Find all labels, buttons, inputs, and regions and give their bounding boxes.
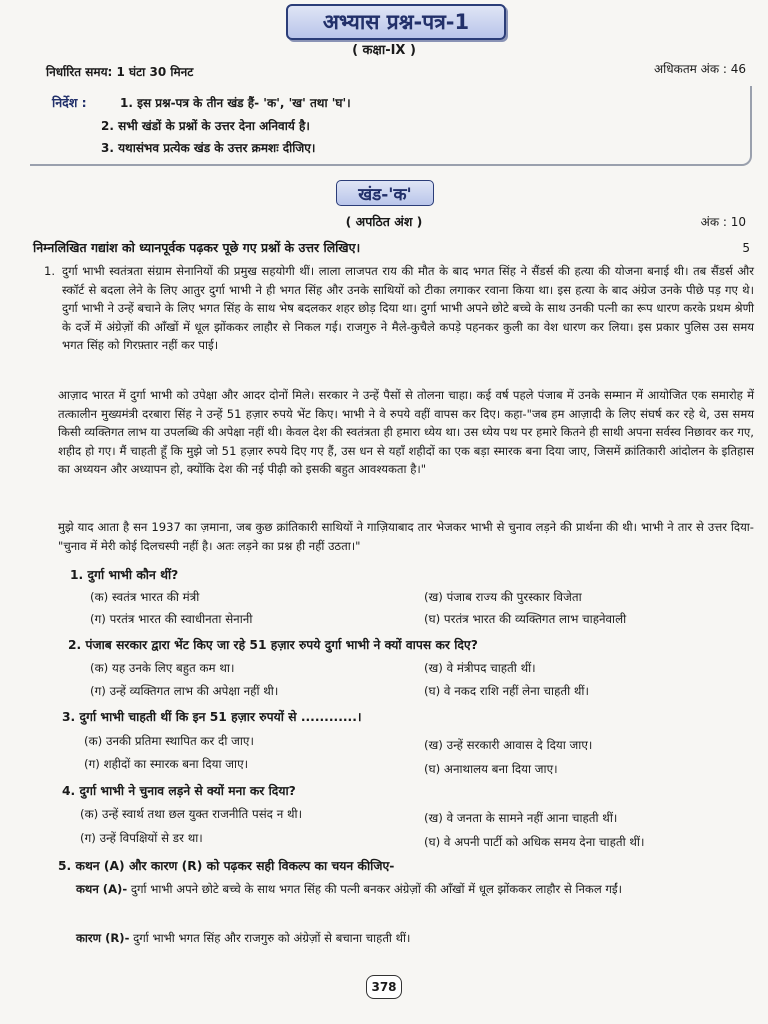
option-gha[interactable]: (घ) वे नकद राशि नहीं लेना चाहती थीं। [424,684,589,698]
option-kha[interactable]: (ख) वे मंत्रीपद चाहती थीं। [424,661,536,675]
page-title: अभ्यास प्रश्न-पत्र-1 [286,4,506,40]
section-marks: अंक : 10 [700,215,746,229]
option-ga[interactable]: (ग) उन्हें विपक्षियों से डर था। [80,831,203,845]
option-gha[interactable]: (घ) अनाथालय बना दिया जाए। [424,762,558,776]
option-ka[interactable]: (क) उनकी प्रतिमा स्थापित कर दी जाए। [84,734,254,748]
option-ga[interactable]: (ग) परतंत्र भारत की स्वाधीनता सेनानी [90,612,253,626]
option-ga[interactable]: (ग) शहीदों का स्मारक बना दिया जाए। [84,757,249,771]
assertion-a [76,880,756,899]
question-3: 3. दुर्गा भाभी चाहती थीं कि इन 51 हज़ार रुपयों से ............। [62,710,362,724]
assertion-a-text: दुर्गा भाभी अपने छोटे बच्चे के साथ भगत सिंह की पत्नी बनकर अंग्रेज़ों की आँखों में धूल झोंककर लाहौर से निकल गईं। [130,882,622,896]
reason-r-label: कारण (R)- [76,931,130,945]
question-4: 4. दुर्गा भाभी ने चुनाव लड़ने से क्यों मना कर दिया? [62,784,296,798]
section-title: खंड-'क' [336,180,434,206]
question-5: 5. कथन (A) और कारण (R) को पढ़कर सही विकल्प का चयन कीजिए- [58,859,395,873]
option-ka[interactable]: (क) यह उनके लिए बहुत कम था। [90,661,235,675]
instruction-item: 1. इस प्रश्न-पत्र के तीन खंड हैं- 'क', 'ख' तथा 'घ'। [120,96,351,110]
option-ka[interactable]: (क) स्वतंत्र भारत की मंत्री [90,590,200,604]
option-ka[interactable]: (क) उन्हें स्वार्थ तथा छल युक्त राजनीति पसंद न थी। [80,807,303,821]
passage-paragraph-1: दुर्गा भाभी स्वतंत्रता संग्राम सेनानियों की प्रमुख सहयोगी थीं। लाला लाजपत राय की मौत के बाद भगत सिंह ने सैंडर्स की हत्या की योजना बनाई थी। तब सैंडर्स और स्कॉर्ट से बदला लेने के लिए आतुर दुर्गा भाभी ने ही भगत सिंह और उनके साथियों को टीका लगाकर रवाना किया था। इस हत्या के बाद अंग्रेज उनके पीछे पड़ गए थे। दुर्गा भाभी ने उन्हें बचाने के लिए भगत सिंह के साथ भेष बदलकर शहर छोड़ दिया था। दुर्गा भाभी अपने छोटे बच्चे के साथ उनकी पत्नी का रूप धारण करके प्रथम श्रेणी के दर्जे में अंग्रेज़ों की आँखों में धूल झोंककर लाहौर से निकल गई। राजगुरु ने मैले-कुचैले कपड़े पहनकर कुली का वेश धारण कर लिया। इस प्रकार पुलिस उस समय भगत सिंह को गिरफ़्तार नहीं कर पाई। [62,264,754,353]
option-ga[interactable]: (ग) उन्हें व्यक्तिगत लाभ की अपेक्षा नहीं थी। [90,684,279,698]
passage-paragraph-2: आज़ाद भारत में दुर्गा भाभी को उपेक्षा और आदर दोनों मिले। सरकार ने उन्हें पैसों से तोलना चाहा। कई वर्ष पहले पंजाब में उनके सम्मान में आयोजित एक समारोह में तत्कालीन मुख्यमंत्री दरबारा सिंह ने उन्हें 51 हज़ार रुपये भेंट किए। भाभी ने वे रुपये वहीं वापस कर दिए। कहा-"जब हम आज़ादी के लिए संघर्ष कर रहे थे, उस समय किसी व्यक्तिगत लाभ या उपलब्धि की अपेक्षा नहीं थी। केवल देश की स्वतंत्रता ही हमारा ध्येय था। उस ध्येय पथ पर हमारे कितने ही साथी अपना सर्वस्व निछावर कर गए, शहीद हो गए। मैं चाहती हूँ कि मुझे जो 51 हज़ार रुपये दिए गए हैं, उस धन से यहाँ शहीदों का एक बड़ा स्मारक बना दिया जाए, जिसमें क्रांतिकारी आंदोलन के इतिहास का अध्ययन और अध्यापन हो, क्योंकि देश की नई पीढ़ी को इसकी बहुत आवश्यकता है।" [58,388,754,477]
question-2: 2. पंजाब सरकार द्वारा भेंट किए जा रहे 51 हज़ार रुपये दुर्गा भाभी ने क्यों वापस कर दिए? [68,638,478,652]
option-gha[interactable]: (घ) वे अपनी पार्टी को अधिक समय देना चाहती थीं। [424,835,645,849]
section-subtitle: ( अपठित अंश ) [345,214,423,229]
passage-number: 1. [44,264,56,278]
instructions-box [30,86,752,166]
directive-marks: 5 [742,241,750,255]
option-kha[interactable]: (ख) उन्हें सरकारी आवास दे दिया जाए। [424,738,593,752]
option-kha[interactable]: (ख) पंजाब राज्य की पुरस्कार विजेता [424,590,582,604]
time-allowed: निर्धारित समय: 1 घंटा 30 मिनट [46,65,194,79]
instruction-item: 2. सभी खंडों के प्रश्नों के उत्तर देना अनिवार्य है। [101,119,310,133]
question-1: 1. दुर्गा भाभी कौन थीं? [70,568,179,582]
option-gha[interactable]: (घ) परतंत्र भारत की व्यक्तिगत लाभ चाहनेवाली [424,612,627,626]
instructions-label: निर्देश : [52,95,87,110]
class-label: ( कक्षा-IX ) [352,43,416,58]
reason-r-text: दुर्गा भाभी भगत सिंह और राजगुरु को अंग्रेज़ों से बचाना चाहती थीं। [133,931,411,945]
assertion-a-label: कथन (A)- [76,882,128,896]
instruction-item: 3. यथासंभव प्रत्येक खंड के उत्तर क्रमशः दीजिए। [101,141,316,155]
reason-r [76,929,756,948]
option-kha[interactable]: (ख) वे जनता के सामने नहीं आना चाहती थीं। [424,811,618,825]
page-number: 378 [366,975,402,999]
max-marks: अधिकतम अंक : 46 [653,62,746,76]
question-directive: निम्नलिखित गद्यांश को ध्यानपूर्वक पढ़कर पूछे गए प्रश्नों के उत्तर लिखिए। [33,240,361,255]
passage-paragraph-3: मुझे याद आता है सन 1937 का ज़माना, जब कुछ क्रांतिकारी साथियों ने गाज़ियाबाद तार भेजकर भाभी से चुनाव लड़ने की प्रार्थना की थी। भाभी ने तार से उत्तर दिया-"चुनाव में मेरी कोई दिलचस्पी नहीं है। अतः लड़ने का प्रश्न ही नहीं उठता।" [58,520,754,553]
